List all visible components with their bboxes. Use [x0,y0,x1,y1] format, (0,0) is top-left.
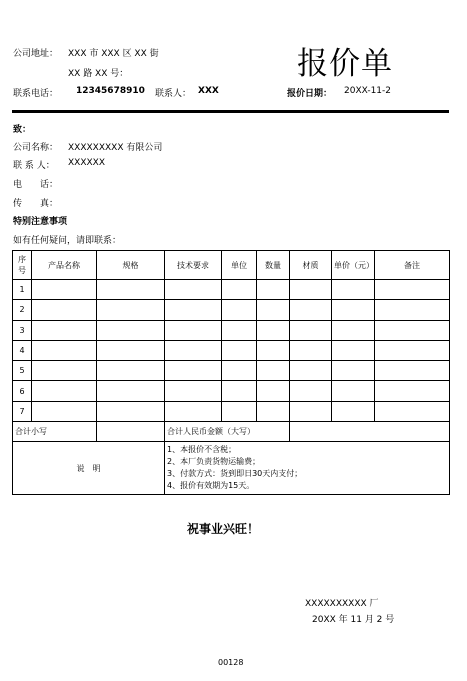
table-row [13,340,450,360]
cell-spec[interactable] [97,340,165,360]
cell-tech-req[interactable] [165,401,222,421]
cell-unit-price[interactable] [332,340,375,360]
cell-product-name[interactable] [32,381,97,401]
header-unit-price: 单价（元） [332,251,375,280]
header-unit: 单位 [222,251,257,280]
cell-remarks[interactable] [375,340,450,360]
cell-remarks[interactable] [375,320,450,340]
total-row [13,422,450,442]
header-remarks: 备注 [375,251,450,280]
cell-tech-req[interactable] [165,280,222,300]
address-line-1: XXX 市 XXX 区 XX 街 [68,49,159,59]
row-number: 1 [13,280,32,300]
contact-value: XXX [198,86,219,96]
cell-product-name[interactable] [32,361,97,381]
notes-label: 说 明 [13,442,165,495]
cell-material[interactable] [290,320,332,340]
cell-unit[interactable] [222,320,257,340]
cell-unit-price[interactable] [332,300,375,320]
cell-spec[interactable] [97,361,165,381]
header-product-name: 产品名称 [32,251,97,280]
cell-spec[interactable] [97,300,165,320]
cell-spec[interactable] [97,401,165,421]
subtotal-value[interactable] [97,422,165,442]
footer-company: XXXXXXXXXX 厂 [305,599,379,609]
recipient-fax-label: 传 真： [13,199,59,209]
page-title: 报价单 [297,46,393,82]
cell-quantity[interactable] [257,401,290,421]
cell-product-name[interactable] [32,401,97,421]
cell-unit[interactable] [222,340,257,360]
cell-product-name[interactable] [32,280,97,300]
cell-material[interactable] [290,361,332,381]
notice-heading: 特别注意事项 [13,217,68,227]
recipient-phone-label: 电 话： [13,180,59,190]
cell-material[interactable] [290,401,332,421]
note-item: 1、本报价不含税； [167,445,237,455]
phone-value: 12345678910 [76,86,145,96]
quote-table [12,250,450,495]
phone-label: 联系电话： [13,89,59,99]
header-material: 材质 [290,251,332,280]
cell-spec[interactable] [97,381,165,401]
cell-quantity[interactable] [257,340,290,360]
row-number: 6 [13,381,32,401]
table-header-row [13,251,450,280]
cell-quantity[interactable] [257,361,290,381]
cell-material[interactable] [290,300,332,320]
company-label: 公司名称： [13,143,59,153]
closing-greeting: 祝事业兴旺！ [187,522,260,536]
subtotal-label: 合计小写 [13,422,97,442]
cell-material[interactable] [290,280,332,300]
address-line-2: XX 路 XX 号： [68,69,129,79]
contact-label: 联系人： [155,89,192,99]
row-number: 5 [13,361,32,381]
cell-unit[interactable] [222,381,257,401]
table-row [13,320,450,340]
page-number: 00128 [218,658,244,667]
date-label: 报价日期： [287,89,333,99]
date-value: 20XX-11-2 [344,86,392,96]
cell-material[interactable] [290,340,332,360]
cell-tech-req[interactable] [165,361,222,381]
address-label: 公司地址： [13,49,59,59]
cell-unit-price[interactable] [332,280,375,300]
table-row [13,401,450,421]
cell-remarks[interactable] [375,300,450,320]
cell-tech-req[interactable] [165,300,222,320]
to-label: 致： [13,125,32,135]
table-row [13,280,450,300]
cell-material[interactable] [290,381,332,401]
cell-remarks[interactable] [375,401,450,421]
cell-tech-req[interactable] [165,320,222,340]
cell-quantity[interactable] [257,381,290,401]
cell-unit[interactable] [222,361,257,381]
cell-quantity[interactable] [257,300,290,320]
cell-product-name[interactable] [32,320,97,340]
table-row [13,361,450,381]
header-tech-req: 技术要求 [165,251,222,280]
recipient-contact-value: XXXXXX [68,158,105,168]
cell-unit[interactable] [222,280,257,300]
company-value: XXXXXXXXX 有限公司 [68,143,163,153]
cell-spec[interactable] [97,280,165,300]
header-spec: 规格 [97,251,165,280]
row-number: 2 [13,300,32,320]
row-number: 3 [13,320,32,340]
recipient-contact-label: 联 系 人： [13,161,55,171]
cell-remarks[interactable] [375,381,450,401]
note-item: 4、报价有效期为15天。 [167,481,255,491]
total-rmb-label: 合计人民币金额（大写） [165,422,290,442]
row-number: 4 [13,340,32,360]
total-rmb-value[interactable] [290,422,450,442]
cell-unit-price[interactable] [332,401,375,421]
cell-tech-req[interactable] [165,381,222,401]
note-item: 3、付款方式：货到即日30天内支付； [167,469,303,479]
cell-tech-req[interactable] [165,340,222,360]
cell-unit-price[interactable] [332,320,375,340]
notes-content [165,442,450,495]
header-quantity: 数量 [257,251,290,280]
row-number: 7 [13,401,32,421]
cell-remarks[interactable] [375,280,450,300]
header-divider [12,110,449,113]
footer-date: 20XX 年 11 月 2 号 [312,615,395,625]
table-row [13,381,450,401]
cell-spec[interactable] [97,320,165,340]
notes-row [13,442,450,495]
cell-unit[interactable] [222,401,257,421]
note-item: 2、本厂负责货物运输费； [167,457,261,467]
cell-unit[interactable] [222,300,257,320]
cell-unit-price[interactable] [332,361,375,381]
cell-quantity[interactable] [257,280,290,300]
table-row [13,300,450,320]
cell-remarks[interactable] [375,361,450,381]
header-seq: 序号 [13,251,32,280]
cell-unit-price[interactable] [332,381,375,401]
cell-product-name[interactable] [32,340,97,360]
inquiry-text: 如有任何疑问，请即联系： [13,236,122,246]
cell-quantity[interactable] [257,320,290,340]
cell-product-name[interactable] [32,300,97,320]
